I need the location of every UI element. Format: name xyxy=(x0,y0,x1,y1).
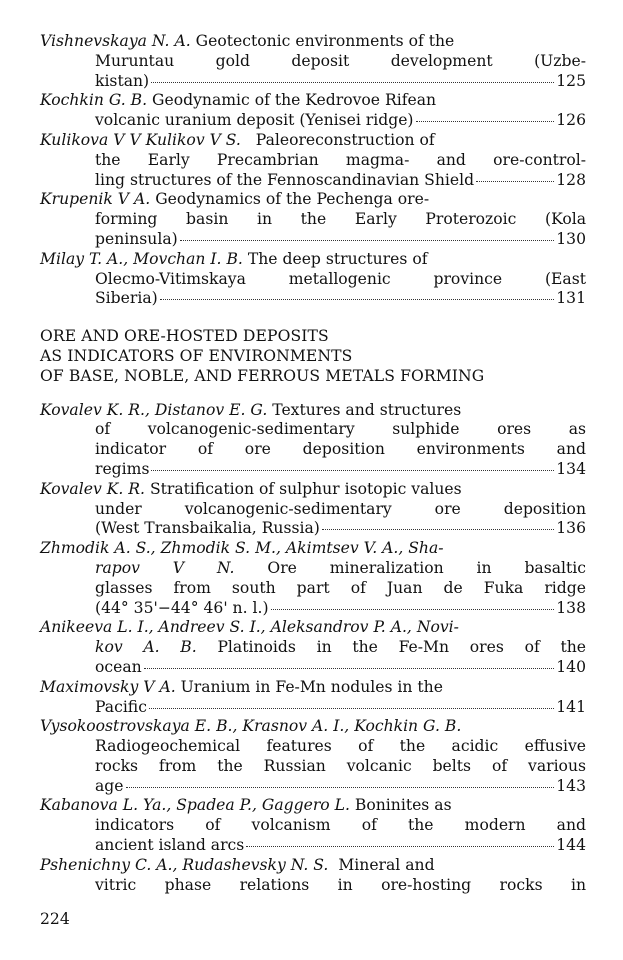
entry-authors: Anikeeva L. I., Andreev S. I., Aleksandrov P. A., Novi- xyxy=(40,618,459,637)
entry-title-line: regims xyxy=(95,459,150,478)
entry-authors: Pshenichny C. A., Rudashevsky N. S. xyxy=(40,855,329,874)
entry-authors: rapov V N. xyxy=(95,558,235,577)
entry-title-line: Geodynamic of the Kedrovoe Rifean xyxy=(152,91,437,110)
entry-authors: Zhmodik A. S., Zhmodik S. M., Akimtsev V. A., Sha- xyxy=(40,539,444,558)
toc-entry xyxy=(40,190,586,249)
entry-title-line: volcanic uranium deposit (Yenisei ridge) xyxy=(95,111,414,130)
entries-top xyxy=(40,32,586,309)
section-heading-line: OF BASE, NOBLE, AND FERROUS METALS FORMING xyxy=(40,366,485,385)
entry-title-line: vitric phase relations in ore-hosting rocks in xyxy=(95,875,586,894)
toc-entry xyxy=(40,91,586,131)
entry-title-line: Pacific xyxy=(95,697,147,716)
entry-authors: Vysokoostrovskaya E. B., Krasnov A. I., Kochkin G. B. xyxy=(40,717,462,736)
entry-title-line: forming basin in the Early Proterozoic (Kola xyxy=(95,210,586,229)
entry-title-line: (West Transbaikalia, Russia) xyxy=(95,519,320,538)
entry-page-number: 136 xyxy=(556,519,586,538)
entry-authors: Vishnevskaya N. A. xyxy=(40,32,191,50)
entry-title-line: peninsula) xyxy=(95,229,178,248)
leader-dots xyxy=(160,299,555,300)
entry-title-line: The deep structures of xyxy=(247,249,428,268)
toc-entry xyxy=(40,480,586,539)
leader-dots xyxy=(126,787,555,788)
entry-title-line: indicator of ore deposition environments and xyxy=(95,440,586,459)
toc-entry xyxy=(40,401,586,480)
entry-title-line: of volcanogenic-sedimentary sulphide ores as xyxy=(95,420,586,439)
entry-authors: kov A. B. xyxy=(95,638,197,657)
entry-title-line: Stratification of sulphur isotopic values xyxy=(149,479,462,498)
entry-title-line: rocks from the Russian volcanic belts of various xyxy=(95,756,586,775)
entry-title-line: Mineral and xyxy=(338,855,435,874)
entry-page-number: 141 xyxy=(556,697,586,716)
entry-page-number: 138 xyxy=(556,598,586,617)
entry-page-number: 140 xyxy=(556,657,586,676)
leader-dots xyxy=(271,609,555,610)
leader-dots xyxy=(246,846,554,847)
toc-entry xyxy=(40,250,586,309)
entry-title-line: Geotectonic environments of the xyxy=(195,32,455,50)
entry-authors: Kabanova L. Ya., Spadea P., Gaggero L. xyxy=(40,796,350,815)
entry-title-line: Boninites as xyxy=(354,796,452,815)
entry-title-line: glasses from south part of Juan de Fuka ridge xyxy=(95,578,586,597)
section-heading xyxy=(40,327,586,386)
entry-title-line: ling structures of the Fennoscandinavian Shield xyxy=(95,170,475,189)
toc-entry xyxy=(40,717,586,796)
entry-page-number: 126 xyxy=(556,111,586,130)
entry-authors: Kovalev K. R., Distanov E. G. xyxy=(40,400,268,419)
leader-dots xyxy=(149,708,554,709)
entry-title-line: Textures and structures xyxy=(272,400,462,419)
leader-dots xyxy=(180,240,555,241)
entry-title-line: ocean xyxy=(95,657,142,676)
entry-title-line: age xyxy=(95,776,124,795)
toc-entry xyxy=(40,539,586,618)
entry-authors: Kochkin G. B. xyxy=(40,91,148,110)
entry-title-line: Uranium in Fe-Mn nodules in the xyxy=(180,677,443,696)
entry-title-line: Geodynamics of the Pechenga ore- xyxy=(155,190,430,209)
toc-entry xyxy=(40,32,586,91)
entry-title-line: Radiogeochemical features of the acidic effusive xyxy=(95,737,586,756)
entry-title-line: the Early Precambrian magma- and ore-control- xyxy=(95,150,586,169)
entry-title-line: kistan) xyxy=(95,71,150,90)
section-heading-line: ORE AND ORE-HOSTED DEPOSITS xyxy=(40,327,329,346)
entry-title-line: Olecmo-Vitimskaya metallogenic province (East xyxy=(95,269,586,288)
toc-entry xyxy=(40,618,586,677)
entry-page-number: 134 xyxy=(556,459,586,478)
entry-title-line: under volcanogenic-sedimentary ore deposition xyxy=(95,499,586,518)
entry-authors: Kulikova V V Kulikov V S. xyxy=(40,130,241,149)
entry-page-number: 128 xyxy=(556,170,586,189)
leader-dots xyxy=(144,668,555,669)
toc-entry xyxy=(40,131,586,190)
leader-dots xyxy=(322,529,554,530)
entry-authors: Maximovsky V A. xyxy=(40,677,176,696)
entry-page-number: 131 xyxy=(556,289,586,308)
entry-page-number: 125 xyxy=(556,71,586,90)
toc-entry xyxy=(40,856,586,896)
contents-page xyxy=(40,32,586,895)
entry-title-line: Platinoids in the Fe-Mn ores of the xyxy=(217,638,586,657)
leader-dots xyxy=(151,470,554,471)
entry-page-number: 143 xyxy=(556,776,586,795)
toc-entry xyxy=(40,678,586,718)
section-heading-line: AS INDICATORS OF ENVIRONMENTS xyxy=(40,346,353,365)
leader-dots xyxy=(151,82,554,83)
entry-authors: Kovalev K. R. xyxy=(40,479,145,498)
entry-authors: Milay T. A., Movchan I. B. xyxy=(40,249,243,268)
leader-dots xyxy=(476,181,554,182)
entry-title-line: (44° 35'−44° 46' n. l.) xyxy=(95,598,269,617)
entries-bottom xyxy=(40,401,586,896)
toc-entry xyxy=(40,796,586,855)
entry-title-line: Siberia) xyxy=(95,289,158,308)
page-number: 224 xyxy=(40,910,70,928)
entry-title-line: Paleoreconstruction of xyxy=(255,130,435,149)
entry-page-number: 130 xyxy=(556,229,586,248)
entry-authors: Krupenik V A. xyxy=(40,190,151,209)
entry-page-number: 144 xyxy=(556,836,586,855)
entry-title-line: Ore mineralization in basaltic xyxy=(267,558,587,577)
leader-dots xyxy=(416,121,555,122)
entry-title-line: Muruntau gold deposit development (Uzbe- xyxy=(95,51,586,70)
entry-title-line: indicators of volcanism of the modern and xyxy=(95,816,586,835)
entry-title-line: ancient island arcs xyxy=(95,836,245,855)
